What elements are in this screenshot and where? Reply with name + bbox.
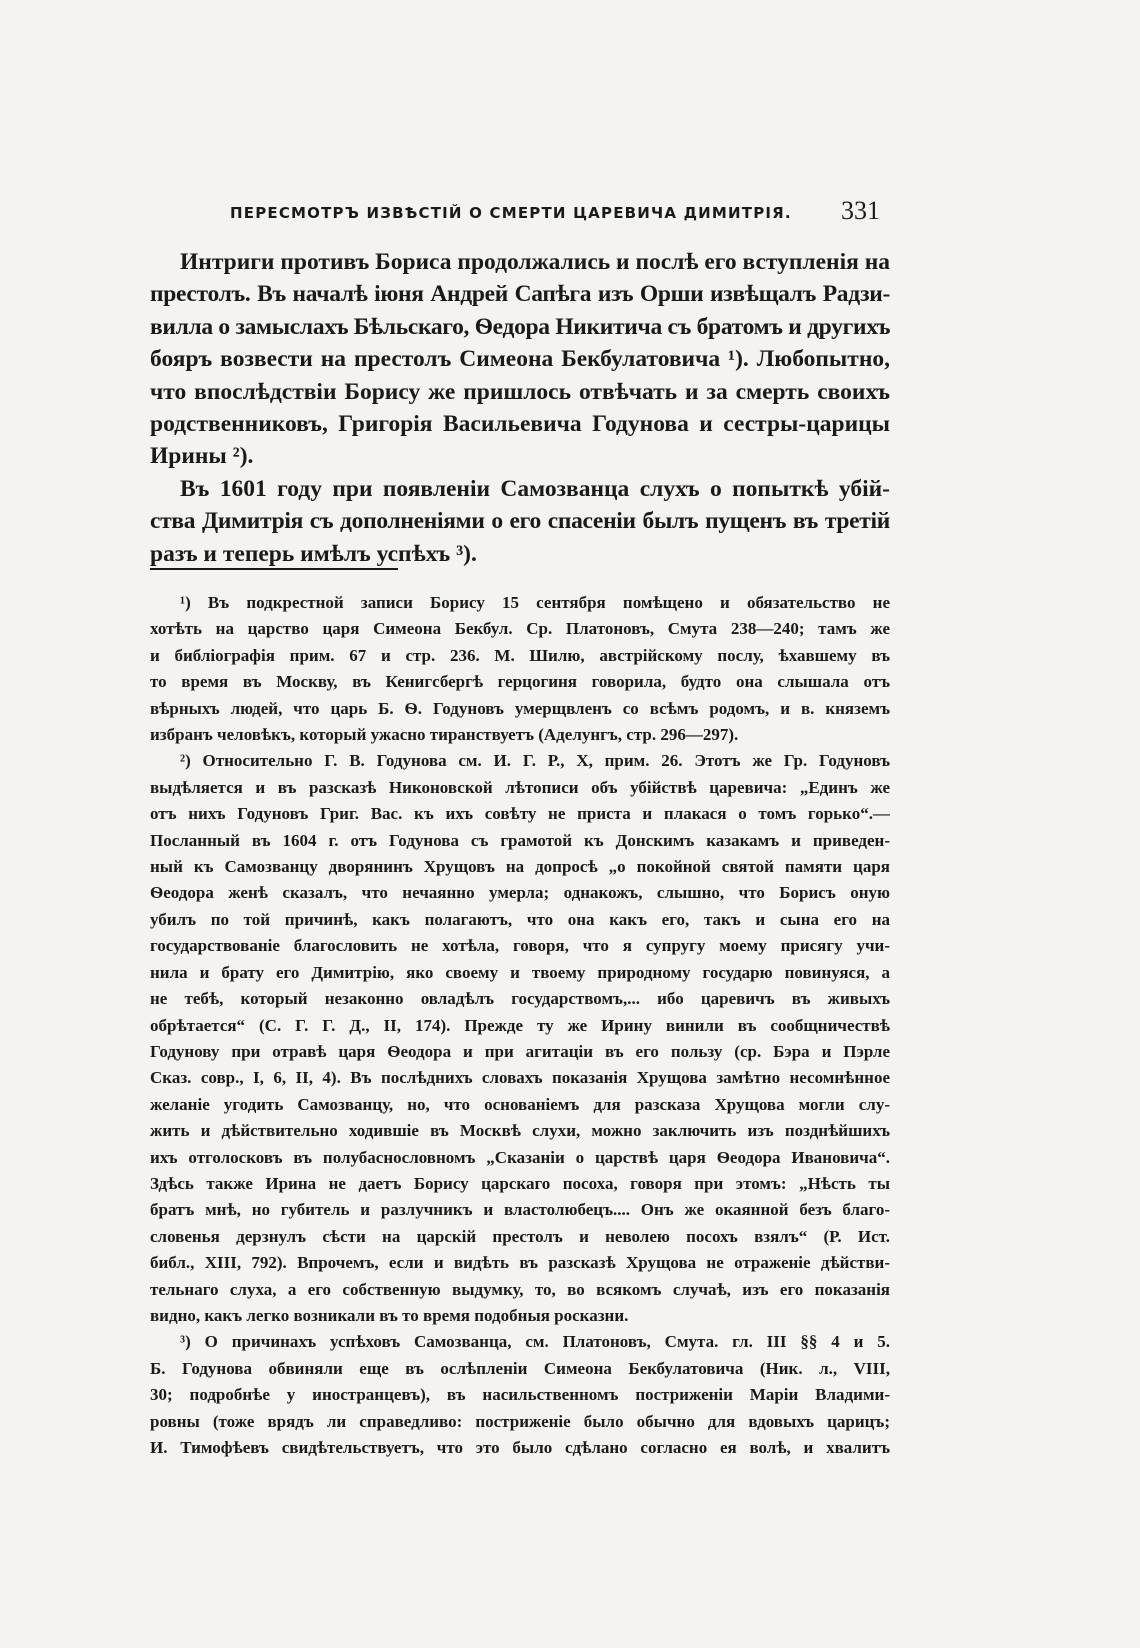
footnote-line: желаніе угодить Самозванцу, но, что основаніемъ для разсказа Хрущова могли слу- xyxy=(150,1094,890,1114)
main-text-line: родственниковъ, Григорія Васильевича Годунова и сестры-царицы xyxy=(150,411,890,438)
footnote-line: выдѣляется и въ разсказѣ Никоновской лѣтописи объ убійствѣ царевича: „Единъ же xyxy=(150,777,890,797)
main-text-line: ства Димитрія съ дополненіями о его спасеніи былъ пущенъ въ третій xyxy=(150,508,890,535)
footnote-line: ¹) Въ подкрестной записи Борису 15 сентября помѣщено и обязательство не xyxy=(180,593,890,612)
footnote-line: И. Тимофѣевъ свидѣтельствуетъ, что это было сдѣлано согласно ея волѣ, и хвалитъ xyxy=(150,1438,890,1457)
footnote-line: Годунову при отравѣ царя Ѳеодора и при агитаціи въ его пользу (ср. Бэра и Пэрле xyxy=(150,1041,890,1061)
footnote-divider xyxy=(150,568,398,570)
footnote-line: библ., XIII, 792). Впрочемъ, если и видѣть въ разсказѣ Хрущова не отраженіе дѣйстви- xyxy=(150,1253,890,1273)
footnote-line: нила и брату его Димитрію, яко своему и твоему природному государю повинуяся, а xyxy=(150,962,890,982)
footnote-line: Ѳеодора женѣ сказалъ, что нечаянно умерла; однакожъ, слышно, что Борисъ оную xyxy=(150,883,890,903)
footnote-line: словенья дерзнулъ сѣсти на царскій престолъ и неволею посохъ взялъ“ (Р. Ист. xyxy=(150,1226,890,1246)
main-text-line: престолъ. Въ началѣ іюня Андрей Сапѣга изъ Орши извѣщалъ Радзи- xyxy=(150,281,890,308)
footnote-line: 30; подробнѣе у иностранцевъ), въ насильственномъ постриженіи Маріи Владими- xyxy=(150,1385,890,1405)
main-text-line: бояръ возвести на престолъ Симеона Бекбулатовича ¹). Любопытно, xyxy=(150,346,890,373)
main-text-line: что впослѣдствіи Борису же пришлось отвѣчать и за смерть своихъ xyxy=(150,378,890,405)
main-text-line: Интриги противъ Бориса продолжались и послѣ его вступленія на xyxy=(180,249,890,275)
main-text xyxy=(150,246,890,570)
footnote-line: избранъ человѣкъ, который ужасно тиранствуетъ (Аделунгъ, стр. 296—297). xyxy=(150,725,739,745)
footnote-line: ³) О причинахъ успѣховъ Самозванца, см. Платоновъ, Смута. гл. III §§ 4 и 5. xyxy=(180,1332,890,1352)
footnote-line: тельнаго слуха, а его собственную выдумку, то, во всякомъ случаѣ, изъ его показанія xyxy=(150,1279,890,1299)
footnotes xyxy=(150,590,890,1461)
footnote-line: ихъ отголосковъ въ полубаснословномъ „Сказаніи о царствѣ царя Ѳеодора Ивановича“. xyxy=(150,1147,890,1167)
footnote-line: убилъ по той причинѣ, какъ полагаютъ, что она какъ его, такъ и сына его на xyxy=(150,909,890,929)
footnote-line: видно, какъ легко возникали въ то время подобныя росказни. xyxy=(150,1305,629,1325)
footnote-line: вѣрныхъ людей, что царь Б. Ѳ. Годуновъ умерщвленъ со всѣмъ родомъ, и в. княземъ xyxy=(150,698,890,718)
footnote-line: то время въ Москву, въ Кенигсбергѣ герцогиня говорила, будто она слышала отъ xyxy=(150,672,890,692)
footnote-line: Сказ. совр., I, 6, II, 4). Въ послѣднихъ словахъ показанія Хрущова замѣтно несомнѣнное xyxy=(150,1068,890,1088)
footnote-line: и библіографія прим. 67 и стр. 236. М. Шилю, австрійскому послу, ѣхавшему въ xyxy=(150,645,890,665)
footnote-line: Б. Годунова обвиняли еще въ ослѣпленіи Симеона Бекбулатовича (Ник. л., VIII, xyxy=(150,1358,890,1378)
footnote-line: ²) Относительно Г. В. Годунова см. И. Г. Р., X, прим. 26. Этотъ же Гр. Годуновъ xyxy=(180,751,890,771)
main-text-line: разъ и теперь имѣлъ успѣхъ ³). xyxy=(150,540,477,567)
footnote-line: отъ нихъ Годуновъ Григ. Вас. къ ихъ совѣту не приста и плакася о томъ горько“.— xyxy=(150,804,890,824)
footnote-line: братъ мнѣ, но губитель и разлучникъ и властолюбецъ.... Онъ же окаянной безъ благо- xyxy=(150,1200,890,1220)
footnote-line: Посланный въ 1604 г. отъ Годунова съ грамотой къ Донскимъ казакамъ и приведен- xyxy=(150,830,890,850)
page-number: 331 xyxy=(841,196,880,225)
page-header xyxy=(150,196,890,230)
footnote-line: ровны (тоже врядъ ли справедливо: постриженіе было обычно для вдовыхъ царицъ; xyxy=(150,1411,890,1431)
footnote-line: обрѣтается“ (С. Г. Г. Д., II, 174). Прежде ту же Ирину винили въ сообщничествѣ xyxy=(150,1015,890,1035)
main-text-line: Въ 1601 году при появленіи Самозванца слухъ о попыткѣ убій- xyxy=(180,475,890,502)
footnote-line: Здѣсь также Ирина не даетъ Борису царскаго посоха, говоря при этомъ: „Нѣсть ты xyxy=(150,1173,890,1193)
footnote-line: хотѣть на царство царя Симеона Бекбул. Ср. Платоновъ, Смута 238—240; тамъ же xyxy=(150,619,890,639)
main-text-line: Ирины ²). xyxy=(150,443,254,470)
footnote-line: жить и дѣйствительно ходившіе въ Москвѣ слухи, можно заключить изъ позднѣйшихъ xyxy=(150,1121,890,1141)
footnote-line: ный къ Самозванцу дворянинъ Хрущовъ на допросѣ „о покойной святой памяти царя xyxy=(150,857,890,877)
footnote-line: не тебѣ, который незаконно овладѣлъ государствомъ,... ибо царевичъ въ живыхъ xyxy=(150,989,890,1009)
footnote-line: государствованіе благословить не хотѣла, говоря, что я супругу моему присягу учи- xyxy=(150,936,890,956)
running-title: ПЕРЕСМОТРЪ ИЗВѢСТІЙ О СМЕРТИ ЦАРЕВИЧА ДИМИТРІЯ. xyxy=(230,204,792,222)
main-text-line: вилла о замыслахъ Бѣльскаго, Ѳедора Никитича съ братомъ и другихъ xyxy=(150,313,891,340)
